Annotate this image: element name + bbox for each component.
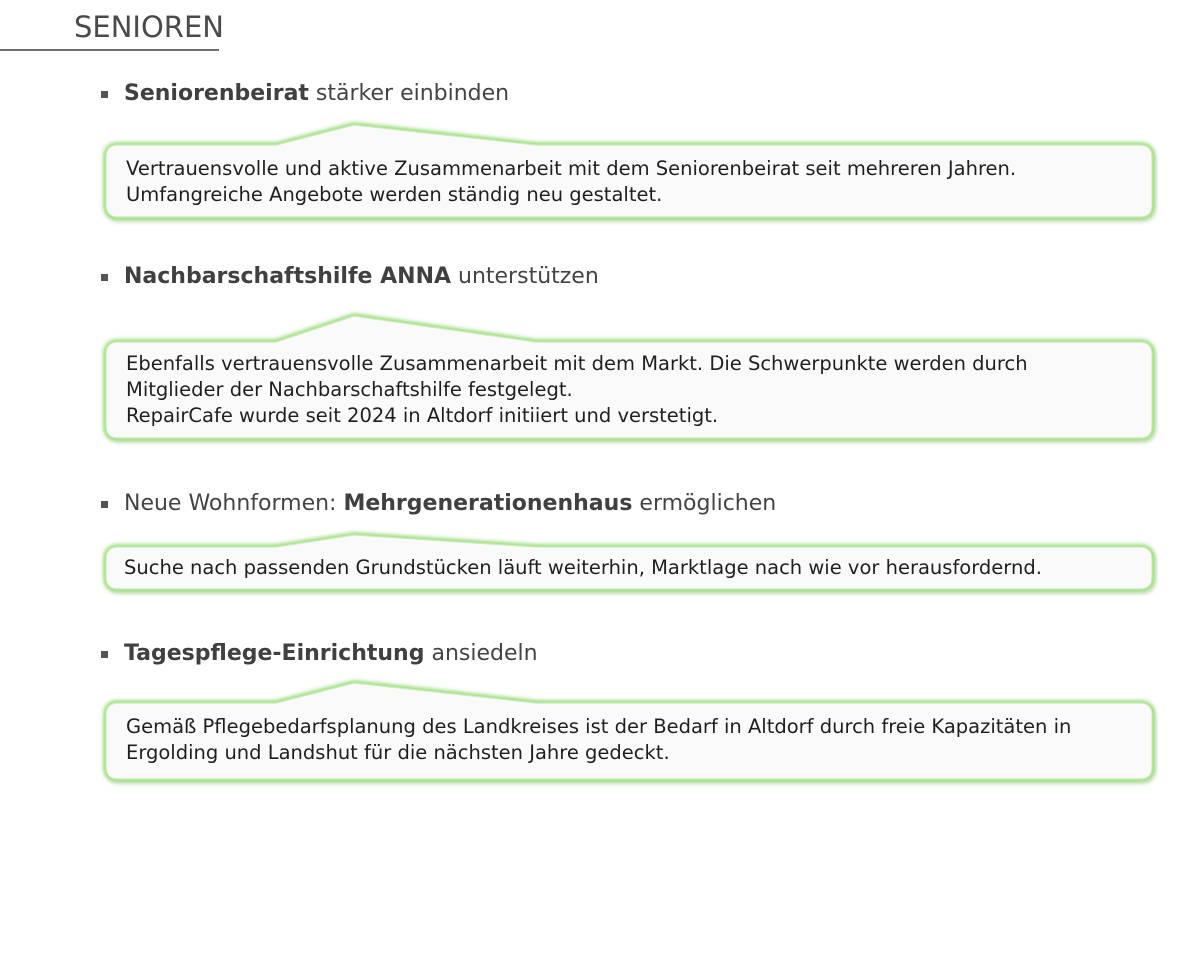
callout-text: [124, 555, 1132, 581]
callout-line: Vertrauensvolle und aktive Zusammenarbeit mit dem Seniorenbeirat seit mehreren Jahren.: [126, 157, 1017, 180]
heading-bold: Seniorenbeirat: [124, 81, 309, 106]
section-mehrgenerationenhaus: [100, 489, 1160, 579]
callout-line: Gemäß Pflegebedarfsplanung des Landkreises ist der Bedarf in Altdorf durch freie Kapazitäten in: [126, 715, 1072, 738]
heading-bold: Mehrgenerationenhaus: [343, 491, 633, 516]
section-heading: [100, 489, 1160, 519]
callout-line: Suche nach passenden Grundstücken läuft weiterhin, Marktlage nach wie vor herausfordernd.: [124, 556, 1042, 579]
callout-text: [126, 351, 1132, 429]
callout-box: [106, 125, 1152, 219]
title-underline: [0, 49, 219, 51]
heading-pre: Neue Wohnformen:: [124, 491, 344, 516]
section-heading: [100, 639, 1160, 669]
section-tagespflege: [100, 639, 1160, 764]
callout-box: [106, 535, 1152, 593]
heading-bold: Tagespflege-Einrichtung: [124, 641, 425, 666]
callout-text: [126, 156, 1132, 208]
section-heading: [100, 262, 1160, 292]
callout-box: [106, 316, 1152, 440]
section-seniorenbeirat: [100, 79, 1160, 206]
square-bullet-icon: [101, 274, 108, 281]
heading-post: ansiedeln: [424, 641, 538, 666]
callout-line: Ebenfalls vertrauensvolle Zusammenarbeit mit dem Markt. Die Schwerpunkte werden durch: [126, 352, 1028, 375]
callout-text: [126, 714, 1132, 766]
section-heading: [100, 79, 1160, 109]
callout-line: RepairCafe wurde seit 2024 in Altdorf initiiert und verstetigt.: [126, 404, 719, 427]
heading-post: ermöglichen: [632, 491, 777, 516]
page-title: SENIOREN: [74, 10, 224, 44]
heading-post: unterstützen: [451, 264, 599, 289]
callout-line: Mitglieder der Nachbarschaftshilfe festgelegt.: [126, 378, 573, 401]
square-bullet-icon: [101, 91, 108, 98]
square-bullet-icon: [101, 651, 108, 658]
callout-box: [106, 683, 1152, 781]
section-nachbarschaftshilfe: [100, 262, 1160, 427]
callout-line: Umfangreiche Angebote werden ständig neu gestaltet.: [126, 183, 663, 206]
square-bullet-icon: [101, 501, 108, 508]
callout-line: Ergolding und Landshut für die nächsten Jahre gedeckt.: [126, 741, 670, 764]
heading-bold: Nachbarschaftshilfe ANNA: [124, 264, 452, 289]
heading-post: stärker einbinden: [308, 81, 510, 106]
